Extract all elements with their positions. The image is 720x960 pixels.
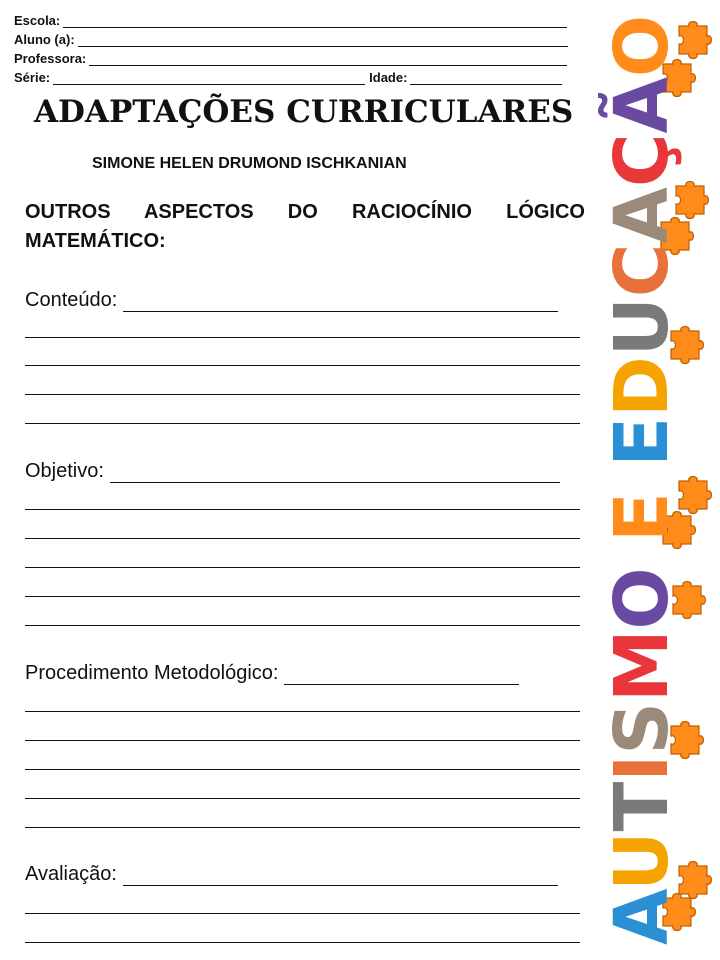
side-logo: [585, 0, 720, 960]
idade-line[interactable]: [410, 72, 562, 85]
author-name: SIMONE HELEN DRUMOND ISCHKANIAN: [92, 155, 407, 172]
conteudo-writing-line[interactable]: [25, 394, 580, 395]
section-title-line1: OUTROS ASPECTOS DO RACIOCÍNIO LÓGICO: [25, 201, 585, 223]
serie-idade-field: [14, 69, 562, 85]
section-title-line2: MATEMÁTICO:: [25, 230, 166, 252]
procedimento-writing-line[interactable]: [25, 711, 580, 712]
professora-field: [14, 50, 567, 66]
objetivo-writing-line[interactable]: [25, 509, 580, 510]
procedimento-writing-line[interactable]: [25, 827, 580, 828]
conteudo-line[interactable]: [123, 291, 558, 312]
conteudo-writing-line[interactable]: [25, 365, 580, 366]
escola-line[interactable]: [63, 15, 567, 28]
avaliacao-writing-line[interactable]: [25, 942, 580, 943]
avaliacao-writing-line[interactable]: [25, 913, 580, 914]
professora-label: Professora:: [14, 51, 87, 66]
procedimento-line[interactable]: [284, 664, 519, 685]
idade-label: Idade:: [369, 70, 408, 85]
avaliacao-line[interactable]: [123, 865, 558, 886]
conteudo-writing-line[interactable]: [25, 423, 580, 424]
objetivo-writing-line[interactable]: [25, 538, 580, 539]
objetivo-writing-line[interactable]: [25, 567, 580, 568]
objetivo-field: [25, 455, 560, 483]
serie-label: Série:: [14, 70, 51, 85]
side-logo-text: AUTISMO E EDUCAÇÃO: [599, 14, 685, 945]
procedimento-writing-line[interactable]: [25, 769, 580, 770]
aluno-line[interactable]: [78, 34, 568, 47]
avaliacao-label: Avaliação:: [25, 863, 117, 885]
serie-line[interactable]: [53, 72, 365, 85]
procedimento-label: Procedimento Metodológico:: [25, 662, 279, 684]
aluno-field: [14, 31, 568, 47]
conteudo-writing-line[interactable]: [25, 337, 580, 338]
avaliacao-field: [25, 858, 558, 886]
conteudo-label: Conteúdo:: [25, 289, 118, 311]
escola-label: Escola:: [14, 13, 61, 28]
objetivo-writing-line[interactable]: [25, 625, 580, 626]
procedimento-writing-line[interactable]: [25, 740, 580, 741]
page-title: ADAPTAÇÕES CURRICULARES: [34, 94, 574, 130]
objetivo-writing-line[interactable]: [25, 596, 580, 597]
objetivo-line[interactable]: [110, 462, 560, 483]
professora-line[interactable]: [89, 53, 567, 66]
section-title: [25, 198, 585, 256]
conteudo-field: [25, 284, 558, 312]
procedimento-writing-line[interactable]: [25, 798, 580, 799]
aluno-label: Aluno (a):: [14, 32, 75, 47]
procedimento-field: [25, 657, 519, 685]
objetivo-label: Objetivo:: [25, 460, 104, 482]
escola-field: [14, 12, 567, 28]
